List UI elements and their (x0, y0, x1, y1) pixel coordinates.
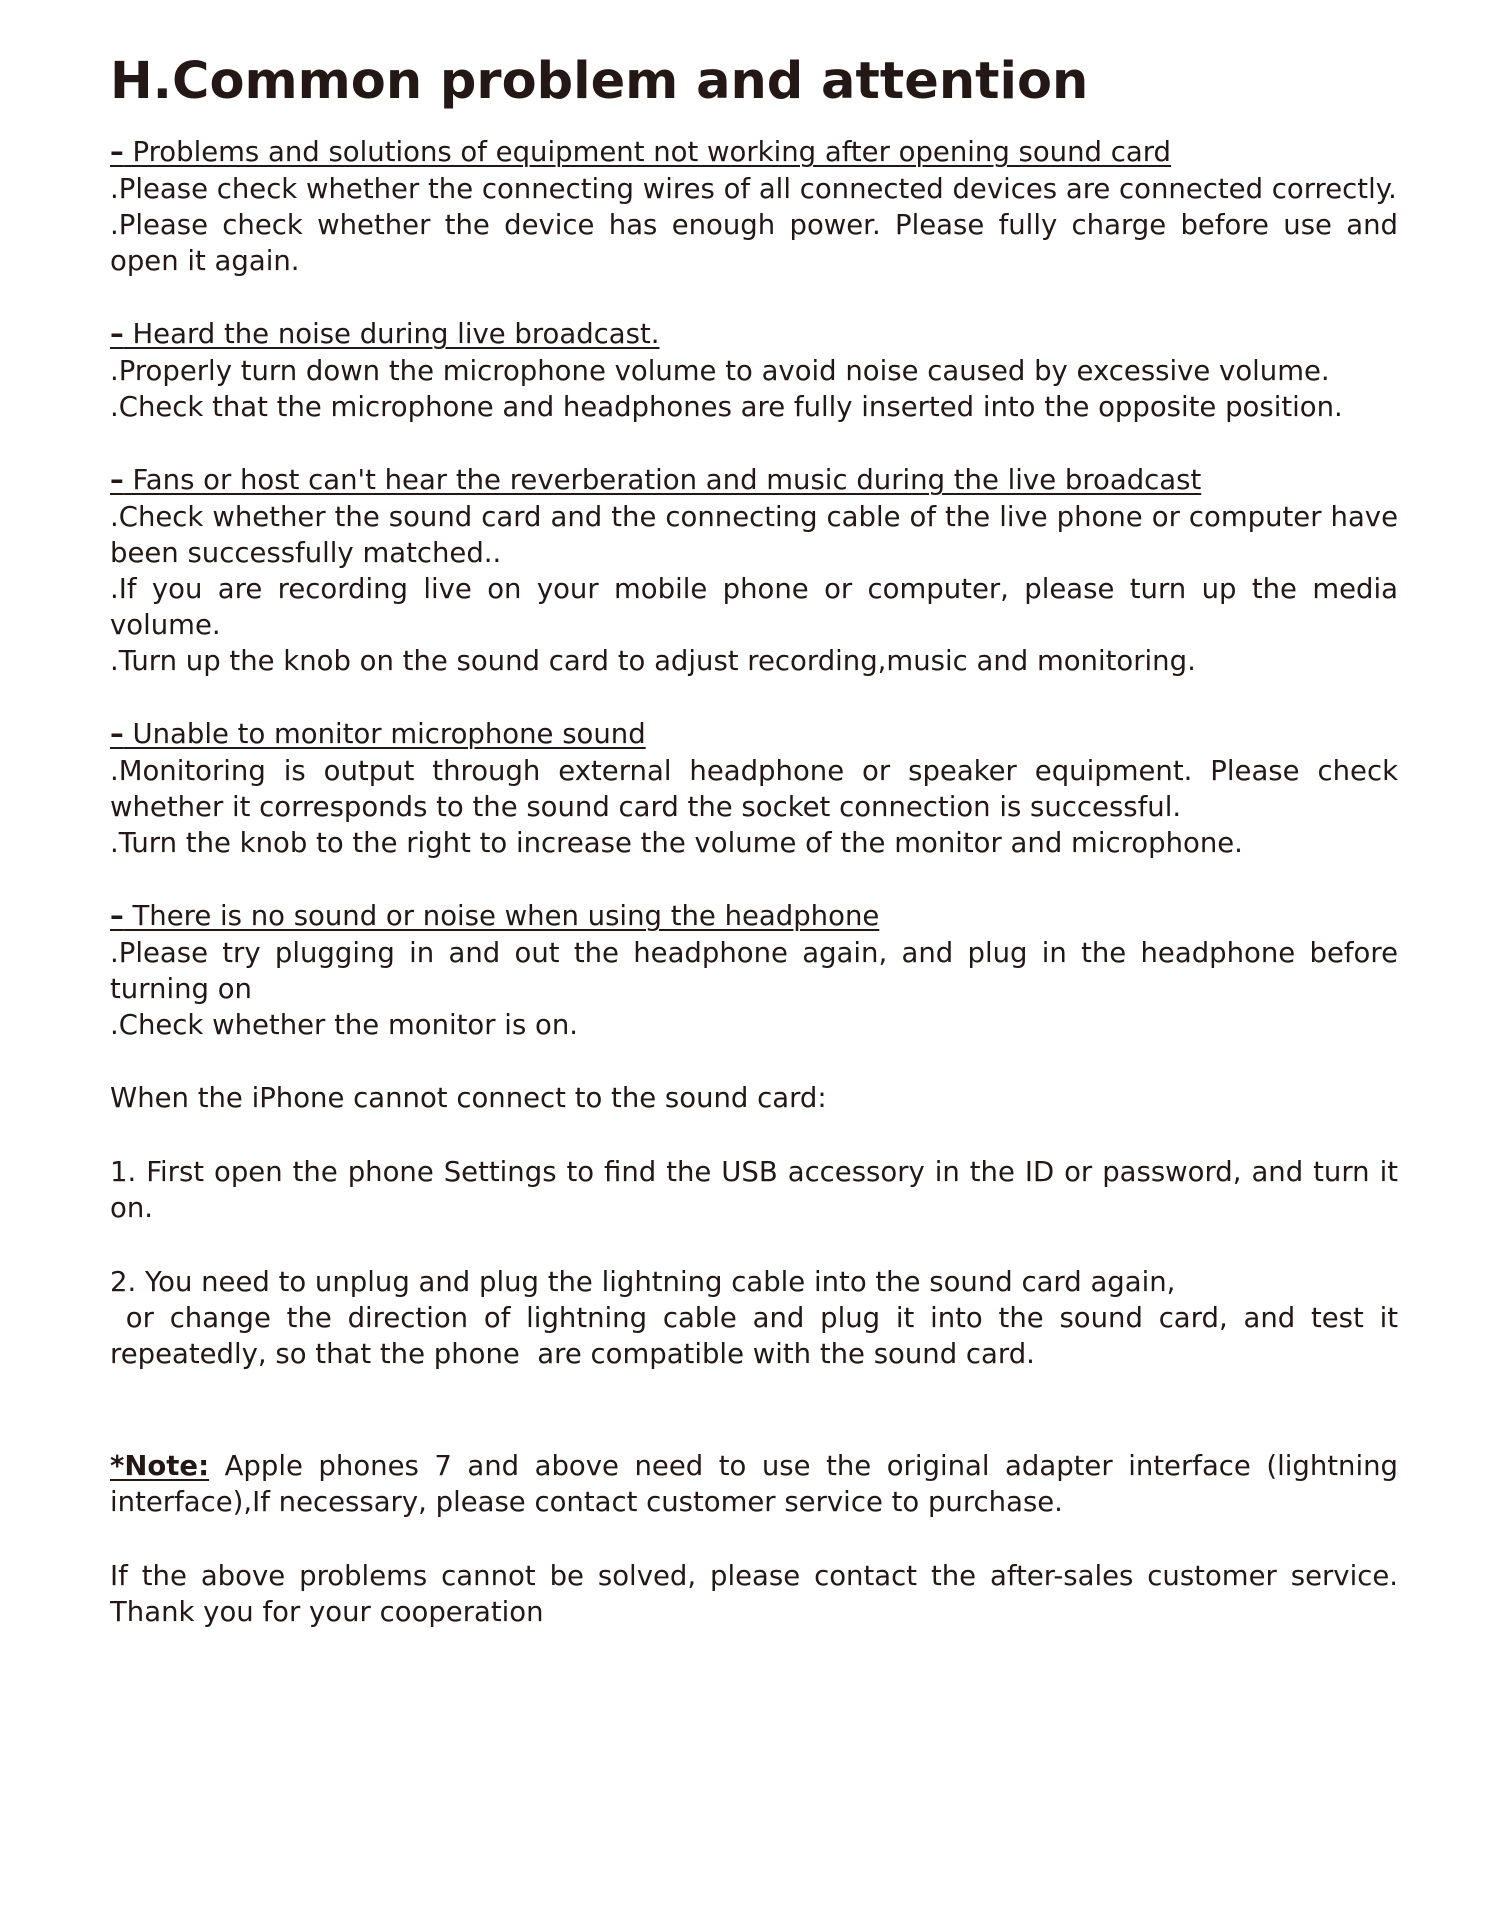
closing-paragraph: If the above problems cannot be solved, please contact the after-sales customer service. Thank you for your cooperation (110, 1560, 1398, 1628)
section-line: .Check whether the monitor is on. (110, 1009, 579, 1041)
iphone-step-2 (110, 1264, 1407, 1372)
section-line: .Turn the knob to the right to increase the volume of the monitor and microphone. (110, 827, 1243, 859)
note-label: *Note: (110, 1450, 210, 1482)
iphone-step-1: 1. First open the phone Settings to find the USB accessory in the ID or password, and turn it on. (110, 1156, 1398, 1224)
heading-text: Heard the noise during live broadcast. (123, 318, 660, 350)
section-line: .If you are recording live on your mobile phone or computer, please turn up the media volume. (110, 573, 1398, 641)
heading-text: Unable to monitor microphone sound (123, 718, 646, 750)
section-line: .Please check whether the device has enough power. Please fully charge before use and open it again. (110, 209, 1398, 277)
section-heading (110, 462, 1398, 499)
section-heading (110, 898, 1398, 935)
heading-dash: – (110, 464, 124, 496)
note-paragraph (110, 1448, 1398, 1520)
section-noise-live-broadcast (110, 316, 1398, 425)
document-page (110, 48, 1407, 1668)
section-monitor-microphone (110, 716, 1398, 861)
section-line: .Please try plugging in and out the headphone again, and plug in the headphone before turning on (110, 937, 1398, 1005)
note-text: Apple phones 7 and above need to use the original adapter interface (lightning interface),If necessary, please contact customer service to purchase. (110, 1450, 1398, 1518)
heading-dash: – (110, 900, 124, 932)
section-reverberation-music (110, 462, 1398, 679)
section-line: .Turn up the knob on the sound card to adjust recording,music and monitoring. (110, 645, 1196, 677)
section-equipment-not-working (110, 134, 1398, 279)
section-heading (110, 316, 1398, 353)
heading-text: Fans or host can't hear the reverberation and music during the live broadcast (123, 464, 1202, 496)
section-line: .Monitoring is output through external headphone or speaker equipment. Please check whether it corresponds to the sound card the socket connection is successful. (110, 755, 1398, 823)
iphone-step-2-line-2: or change the direction of lightning cable and plug it into the sound card, and test it repeatedly, so that the phone are compatible with the sound card. (110, 1302, 1407, 1370)
section-line: .Properly turn down the microphone volume to avoid noise caused by excessive volume. (110, 355, 1330, 387)
section-heading (110, 716, 1398, 753)
section-line: .Please check whether the connecting wires of all connected devices are connected correctly. (110, 173, 1397, 205)
section-line: .Check whether the sound card and the connecting cable of the live phone or computer have been successfully matched.. (110, 501, 1398, 569)
heading-dash: – (110, 318, 124, 350)
heading-dash: – (110, 136, 124, 168)
iphone-step-2-line-1: 2. You need to unplug and plug the lightning cable into the sound card again, (110, 1266, 1176, 1298)
heading-dash: – (110, 718, 124, 750)
page-title: H.Common problem and attention (110, 52, 1089, 111)
heading-text: There is no sound or noise when using the headphone (123, 900, 880, 932)
iphone-intro: When the iPhone cannot connect to the sound card: (110, 1082, 827, 1114)
section-heading (110, 134, 1398, 171)
section-headphone-no-sound (110, 898, 1398, 1043)
section-line: .Check that the microphone and headphones are fully inserted into the opposite position. (110, 391, 1343, 423)
heading-text: Problems and solutions of equipment not working after opening sound card (123, 136, 1171, 168)
